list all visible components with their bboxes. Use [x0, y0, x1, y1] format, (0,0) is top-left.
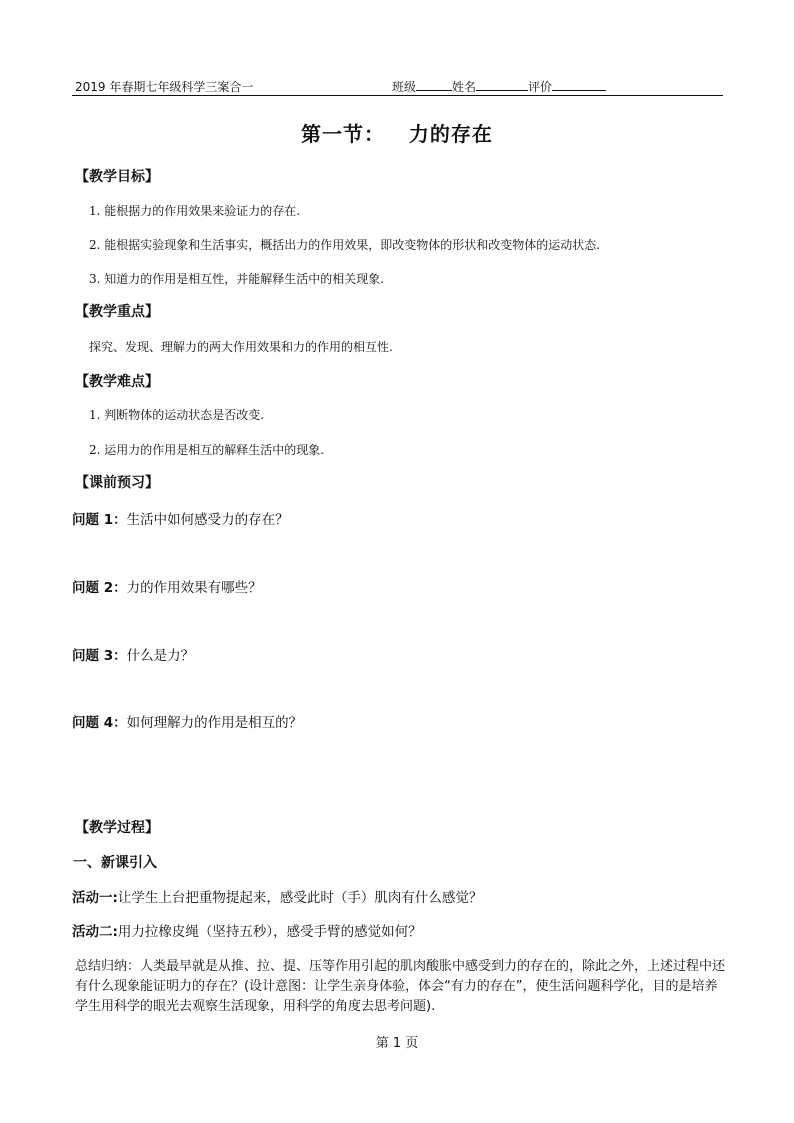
process-subheading: 一、新课引入 — [73, 855, 157, 871]
activity-2 — [72, 920, 422, 940]
page-number: 第 1 页 — [375, 1036, 419, 1051]
question-text: 力的作用效果有哪些？ — [126, 580, 262, 596]
goal-item: 3. 知道力的作用是相互性，并能解释生活中的相关现象. — [89, 272, 385, 286]
key-points-text: 探究、发现、理解力的两大作用效果和力的作用的相互性. — [89, 340, 393, 354]
class-label: 班级 — [392, 80, 417, 94]
activity-label: 活动二: — [72, 924, 118, 940]
difficulties-heading: 【教学难点】 — [75, 374, 159, 390]
question-text: 什么是力？ — [126, 648, 195, 664]
name-label: 姓名 — [452, 80, 477, 94]
eval-blank — [552, 79, 606, 91]
key-points-heading: 【教学重点】 — [75, 304, 159, 320]
question-3 — [72, 644, 194, 664]
question-text: 生活中如何感受力的存在？ — [126, 512, 289, 528]
question-label: 问题 4： — [72, 715, 127, 731]
activity-text: 让学生上台把重物提起来，感受此时（手）肌肉有什么感觉？ — [117, 890, 483, 906]
name-blank — [476, 79, 528, 91]
eval-label: 评价 — [528, 80, 553, 94]
question-label: 问题 1： — [72, 512, 127, 528]
goals-heading: 【教学目标】 — [75, 169, 159, 185]
header-fields — [392, 78, 606, 95]
question-1 — [72, 508, 289, 528]
goal-item: 2. 能根据实验现象和生活事实，概括出力的作用效果，即改变物体的形状和改变物体的运动状态. — [89, 238, 601, 252]
question-4 — [72, 711, 302, 731]
preview-heading: 【课前预习】 — [75, 475, 159, 491]
class-blank — [416, 79, 452, 91]
question-label: 问题 3： — [72, 648, 127, 664]
difficulty-item: 2. 运用力的作用是相互的解释生活中的现象. — [89, 443, 325, 457]
page-title: 第一节： 力的存在 — [301, 122, 493, 146]
goal-item: 1. 能根据力的作用效果来验证力的存在. — [89, 204, 301, 218]
summary-paragraph: 总结归纳：人类最早就是从推、拉、提、压等作用引起的肌肉酸胀中感受到力的存在的，除此之外，上述过程中还有什么现象能证明力的存在？(设计意图：让学生亲身体验，体会“有力的存在”，使生活问题科学化，目的是培养学生用科学的眼光去观察生活现象，用科学的角度去思考问题). — [75, 959, 726, 1014]
difficulty-item: 1. 判断物体的运动状态是否改变. — [89, 408, 265, 422]
activity-text: 用力拉橡皮绳（坚持五秒），感受手臂的感觉如何？ — [117, 924, 422, 940]
question-2 — [72, 576, 262, 596]
header-course-title: 2019 年春期七年级科学三案合一 — [75, 80, 254, 94]
header-rule — [72, 95, 723, 96]
activity-1 — [72, 886, 482, 906]
activity-label: 活动一: — [72, 890, 118, 906]
question-text: 如何理解力的作用是相互的？ — [126, 715, 303, 731]
question-label: 问题 2： — [72, 580, 127, 596]
process-heading: 【教学过程】 — [75, 820, 159, 836]
